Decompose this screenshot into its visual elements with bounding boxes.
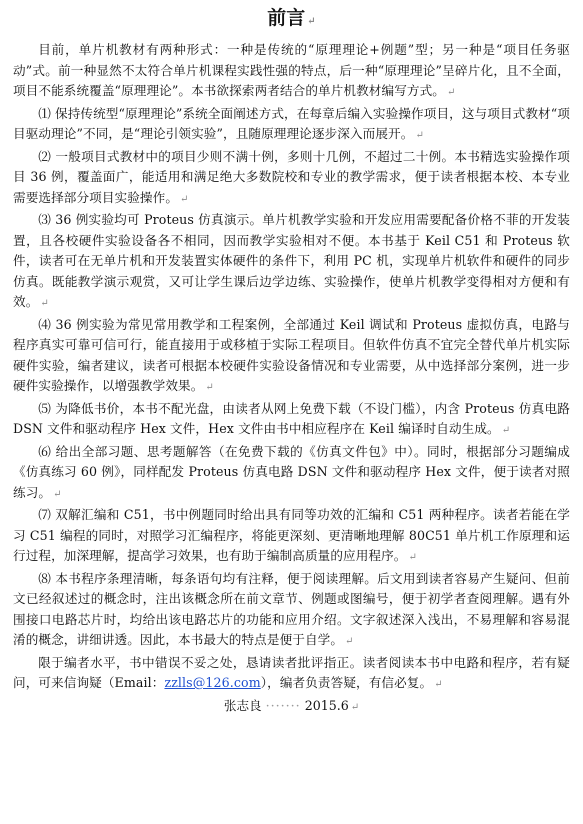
point-6-paragraph: ⑹ 给出全部习题、思考题解答（在免费下载的《仿真文件包》中）。同时，根据部分习题编成《仿真练习 60 例》，同样配发 Proteus 仿真电路 DSN 文件和驱动程序 Hex 文件，便于读者对照练习。 ↵ [13, 443, 570, 500]
paragraph-mark: ↵ [350, 701, 360, 713]
paragraph-mark: ↵ [446, 87, 456, 98]
point-5-paragraph: ⑸ 为降低书价，本书不配光盘，由读者从网上免费下载（不设门槛），内含 Proteus 仿真电路 DSN 文件和驱动程序 Hex 文件，Hex 文件由书中相应程序在 Keil 编译时自动生成。 ↵ [13, 400, 570, 436]
point-4-paragraph: ⑷ 36 例实验为常见常用教学和工程案例，全部通过 Keil 调试和 Proteus 虚拟仿真，电路与程序真实可靠可信可行，能直接用于或移植于实际工程项目。但软件仿真不宜完全替代单片机实际硬件实验，编者建议，读者可根据本校硬件实验设备情况和专业需要，从中选择部分案例，进一步硬件实验操作，以增强教学效果。 ↵ [13, 316, 570, 393]
point-1-paragraph: ⑴ 保持传统型“原理理论”系统全面阐述方式，在每章后编入实验操作项目，这与项目式教材“项目驱动理论”不同，是“理论引领实验”，且随原理理论逐步深入而展开。 ↵ [13, 105, 570, 141]
signature-line [13, 696, 570, 718]
paragraph-mark: ↵ [180, 193, 189, 205]
paragraph-mark: ↵ [205, 382, 214, 393]
paragraph-mark: ↵ [434, 679, 443, 690]
paragraph-mark: ↵ [53, 488, 62, 500]
point-3-paragraph: ⑶ 36 例实验均可 Proteus 仿真演示。单片机教学实验和开发应用需要配备价格不菲的开发装置，且各校硬件实验设备各不相同，因而教学实验相对不便。本书基于 Keil C51 和 Proteus 软件，读者可在无单片机和开发装置实体硬件的条件下，利用 PC 机，实现单片机软件和硬件的同步仿真。既能教学演示观赏，又可让学生课后边学边练、实验操作，使单片机教学变得相对方便和有效。 ↵ [13, 212, 570, 309]
paragraph-mark: ↵ [307, 16, 316, 27]
paragraph-mark: ↵ [501, 425, 511, 436]
point-7-paragraph: ⑺ 双解汇编和 C51，书中例题同时给出具有同等功效的汇编和 C51 两种程序。读者若能在学习 C51 编程的同时，对照学习汇编程序，将能更深刻、更清晰地理解 80C51 单片机工作原理和运行过程，加深理解，提高学习效果，也有助于编制高质量的应用程序。 ↵ [13, 507, 570, 563]
point-8-paragraph: ⑻ 本书程序条理清晰，每条语句均有注释，便于阅读理解。后文用到读者容易产生疑问、但前文已经叙述过的概念时，注出该概念所在前文章节、例题或图编号，便于初学者查阅理解。遇有外围接口电路芯片时，均给出该电路芯片的功能和应用介绍。文字叙述深入浅出，不易理解和容易混淆的概念，讲细讲透。因此，本书最大的特点是便于自学。 ↵ [13, 570, 570, 647]
paragraph-mark: ↵ [408, 552, 417, 563]
signature-dots: ······· [265, 697, 301, 713]
email-link[interactable]: zzlls@126.com [164, 675, 261, 690]
paragraph-mark: ↵ [415, 130, 424, 141]
paragraph-mark: ↵ [345, 636, 354, 647]
page-title: 前言 ↵ [267, 7, 316, 29]
paragraph-mark: ↵ [40, 298, 49, 309]
intro-paragraph: 目前，单片机教材有两种形式：一种是传统的“原理理论+例题”型；另一种是“项目任务驱动”式。前一种显然不太符合单片机课程实践性强的特点，后一种“原理理论”呈碎片化，且不全面，项目不能系统覆盖“原理理论”。本书欲探索两者结合的单片机教材编写方式。 ↵ [13, 42, 570, 98]
point-2-paragraph: ⑵ 一般项目式教材中的项目少则不满十例，多则十几例，不超过二十例。本书精选实验操作项目 36 例，覆盖面广，能适用和满足绝大多数院校和专业的教学需求，便于读者根据本校、本专业需要选择部分项目实验操作。 ↵ [13, 148, 570, 205]
author-name: 张志良 [223, 697, 262, 713]
signature-date: 2015.6 [304, 697, 349, 713]
closing-paragraph: 限于编者水平，书中错误不妥之处，恳请读者批评指正。读者阅读本书中电路和程序，若有疑问，可来信询疑（Email：zzlls@126.com），编者负责答疑，有信必复。 ↵ [13, 654, 570, 690]
